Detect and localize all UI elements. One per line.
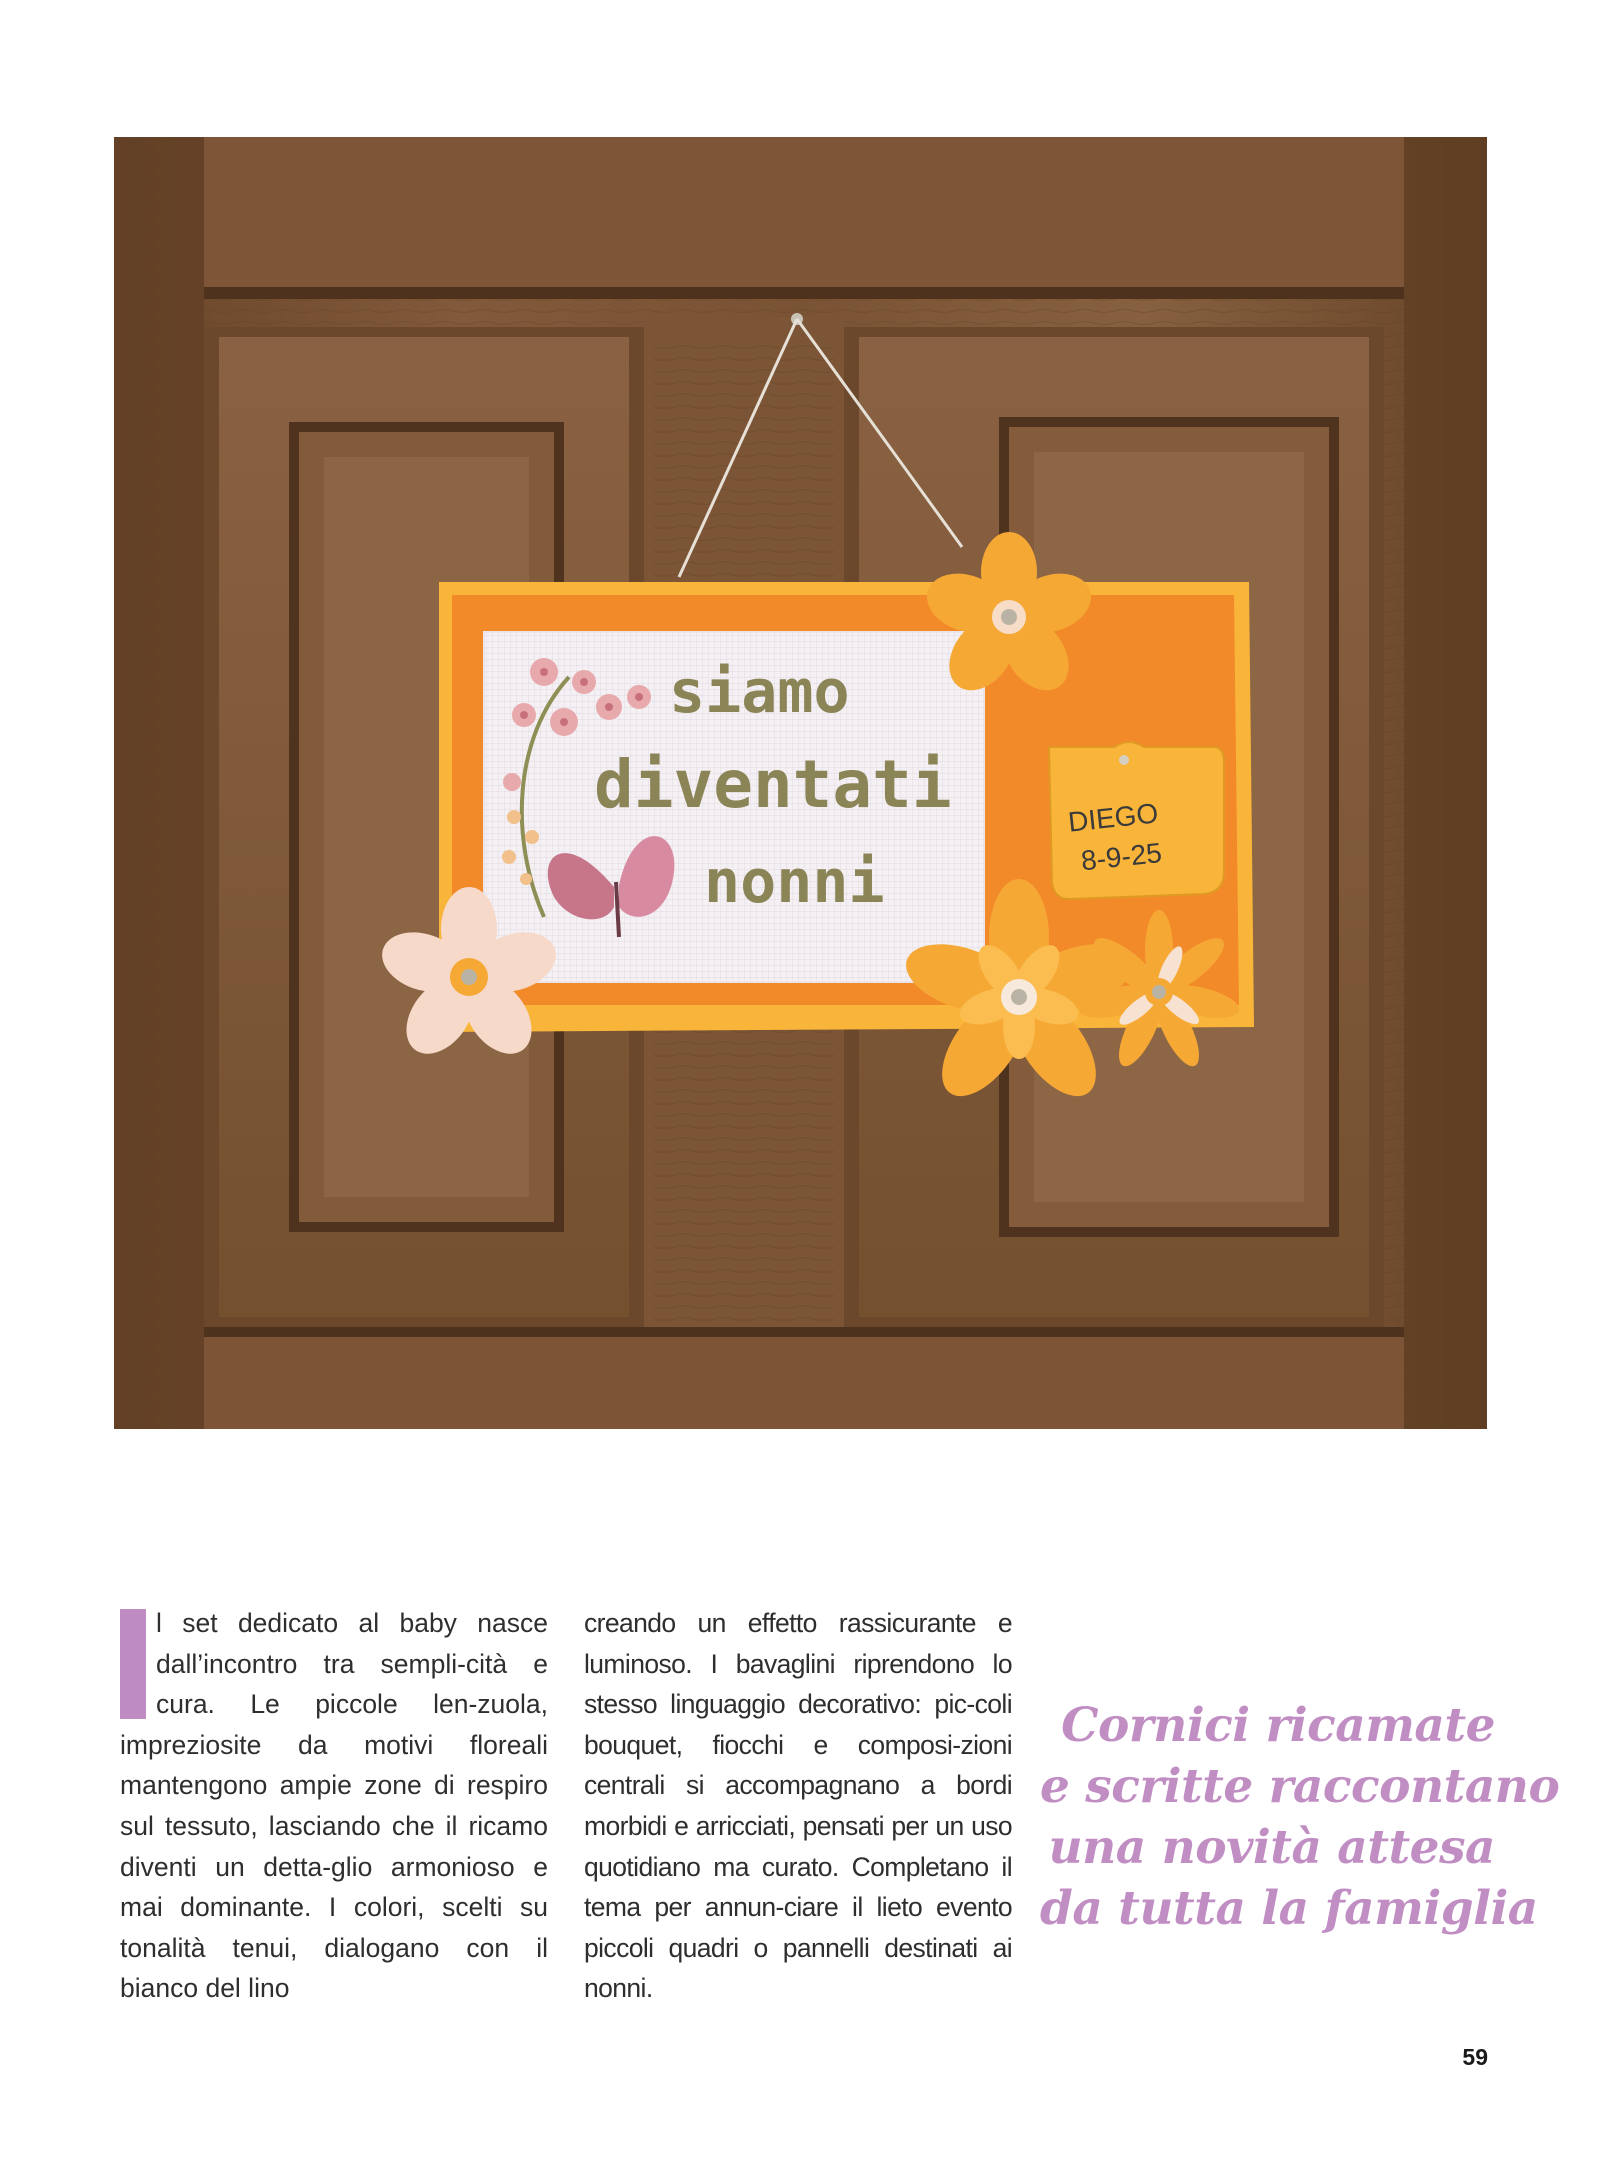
pull-quote-line: e scritte raccontano <box>1040 1759 1560 1814</box>
sign-line-3: nonni <box>704 847 885 917</box>
tag-name: DIEGO <box>1066 797 1160 838</box>
name-tag <box>1049 742 1224 899</box>
page-number: 59 <box>1462 2044 1488 2070</box>
door-top-rail <box>204 137 1404 287</box>
tag-date: 8-9-25 <box>1079 837 1164 877</box>
hero-photo <box>114 137 1487 1429</box>
dropcap <box>120 1609 146 1719</box>
article-text-col2: creando un effetto rassicurante e luminoso. I bavaglini riprendono lo stesso linguaggio decorativo: pic-coli bouquet, fiocchi e composi-zioni centrali si accompagnano a bordi morbidi e arricciati, pensati per un uso quotidiano ma curato. Completano il tema per annun-ciare il lieto evento piccoli quadri o pannelli destinati ai nonni. <box>584 1608 1012 2004</box>
sign-line-1: siamo <box>669 657 850 727</box>
pull-quote <box>1040 1695 1560 1939</box>
article-column-left <box>120 1603 548 2009</box>
article-text-col1: l set dedicato al baby nasce dall’incontro tra sempli-cità e cura. Le piccole len-zuola, impreziosite da motivi floreali mantengono ampie zone di respiro sul tessuto, lasciando che il ricamo diventi un detta-glio armonioso e mai dominante. I colori, scelti su tonalità tenui, dialogano con il bianco del lino <box>120 1608 548 2004</box>
article-column-right <box>584 1603 1012 2009</box>
pull-quote-line: da tutta la famiglia <box>1040 1881 1538 1936</box>
pull-quote-line: Cornici ricamate <box>1061 1698 1495 1753</box>
photo-illustration <box>114 137 1487 1429</box>
sign-line-2: diventati <box>594 746 952 823</box>
pull-quote-line: una novità attesa <box>1048 1820 1495 1875</box>
